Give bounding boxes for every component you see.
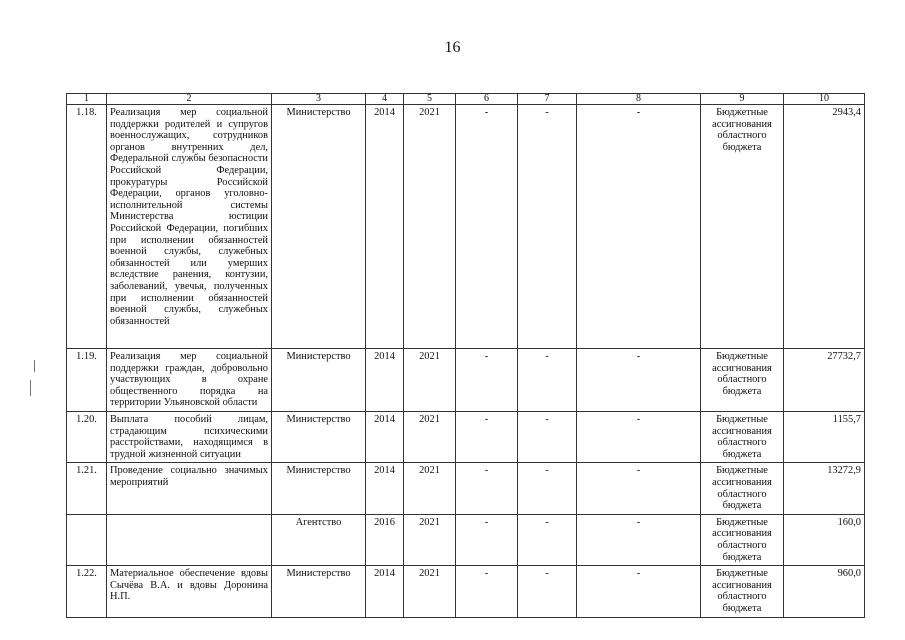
end-year: 2021 (404, 514, 456, 565)
header-cell: 4 (366, 94, 404, 105)
col7-value: - (518, 514, 577, 565)
col7-value: - (518, 463, 577, 514)
col7-value: - (518, 105, 577, 349)
col6-value: - (456, 105, 518, 349)
activity-name: Реализация мер социальной поддержки родителей и супругов военнослужащих, сотрудников органов внутренних дел, Федеральной службы безопасности Российской Федерации, прокуратуры Российской Федерации, органов уголовно-исполнительной системы Министерства юстиции Российской Федерации, погибших при исполнении обязанностей военной службы, служебных обязанностей или умерших вследствие ранения, контузии, заболеваний, увечья, полученных при исполнении обязанностей военной службы, служебных обязанностей (107, 105, 272, 349)
activity-name: Выплата пособий лицам, страдающим психическими расстройствами, находящимся в трудной жизненной ситуации (107, 411, 272, 462)
table-row (67, 566, 865, 618)
header-cell: 1 (67, 94, 107, 105)
col6-value: - (456, 566, 518, 618)
executor: Министерство (272, 349, 366, 412)
executor: Министерство (272, 105, 366, 349)
col6-value: - (456, 514, 518, 565)
start-year: 2016 (366, 514, 404, 565)
col8-value: - (577, 411, 701, 462)
header-row (67, 94, 865, 105)
row-number: 1.18. (67, 105, 107, 349)
start-year: 2014 (366, 105, 404, 349)
funding-amount: 2943,4 (784, 105, 865, 349)
scan-artifact (34, 360, 35, 372)
end-year: 2021 (404, 105, 456, 349)
activity-name: Проведение социально значимых мероприятий (107, 463, 272, 514)
col6-value: - (456, 349, 518, 412)
funding-source: Бюджетные ассигнования областного бюджета (701, 105, 784, 349)
funding-source: Бюджетные ассигнования областного бюджета (701, 566, 784, 618)
page-number: 16 (444, 39, 461, 56)
row-number-empty (67, 514, 107, 565)
header-cell: 10 (784, 94, 865, 105)
start-year: 2014 (366, 349, 404, 412)
activity-name-empty (107, 514, 272, 565)
col6-value: - (456, 411, 518, 462)
end-year: 2021 (404, 349, 456, 412)
executor: Министерство (272, 411, 366, 462)
header-cell: 6 (456, 94, 518, 105)
start-year: 2014 (366, 566, 404, 618)
start-year: 2014 (366, 411, 404, 462)
funding-source: Бюджетные ассигнования областного бюджета (701, 411, 784, 462)
row-number: 1.22. (67, 566, 107, 618)
col8-value: - (577, 566, 701, 618)
activity-name: Материальное обеспечение вдовы Сычёва В.А. и вдовы Доронина Н.П. (107, 566, 272, 618)
table-row (67, 105, 865, 349)
end-year: 2021 (404, 411, 456, 462)
end-year: 2021 (404, 463, 456, 514)
activity-name: Реализация мер социальной поддержки граждан, добровольно участвующих в охране общественного порядка на территории Ульяновской области (107, 349, 272, 412)
program-activities-table (66, 93, 865, 618)
funding-amount: 27732,7 (784, 349, 865, 412)
funding-amount: 160,0 (784, 514, 865, 565)
col8-value: - (577, 463, 701, 514)
col8-value: - (577, 105, 701, 349)
col8-value: - (577, 514, 701, 565)
row-number: 1.21. (67, 463, 107, 514)
header-cell: 7 (518, 94, 577, 105)
table-row (67, 514, 865, 565)
table-row (67, 349, 865, 412)
header-cell: 3 (272, 94, 366, 105)
table-row (67, 463, 865, 514)
scan-artifact (30, 380, 31, 396)
header-cell: 9 (701, 94, 784, 105)
row-number: 1.19. (67, 349, 107, 412)
executor: Агентство (272, 514, 366, 565)
funding-source: Бюджетные ассигнования областного бюджета (701, 463, 784, 514)
header-cell: 2 (107, 94, 272, 105)
executor: Министерство (272, 463, 366, 514)
funding-source: Бюджетные ассигнования областного бюджета (701, 514, 784, 565)
row-number: 1.20. (67, 411, 107, 462)
executor: Министерство (272, 566, 366, 618)
col7-value: - (518, 349, 577, 412)
end-year: 2021 (404, 566, 456, 618)
funding-amount: 1155,7 (784, 411, 865, 462)
start-year: 2014 (366, 463, 404, 514)
header-cell: 5 (404, 94, 456, 105)
funding-amount: 960,0 (784, 566, 865, 618)
col6-value: - (456, 463, 518, 514)
funding-source: Бюджетные ассигнования областного бюджета (701, 349, 784, 412)
col7-value: - (518, 566, 577, 618)
table-row (67, 411, 865, 462)
col8-value: - (577, 349, 701, 412)
header-cell: 8 (577, 94, 701, 105)
col7-value: - (518, 411, 577, 462)
funding-amount: 13272,9 (784, 463, 865, 514)
